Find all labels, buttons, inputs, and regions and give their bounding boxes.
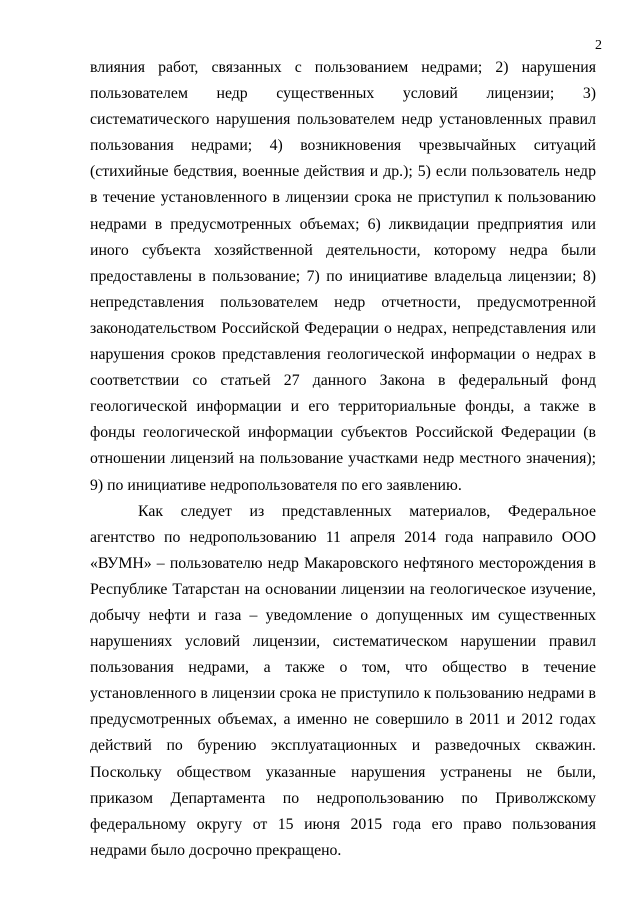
paragraph-main: Как следует из представленных материалов, Федеральное агентство по недропользованию 11 апреля 2014 года направило ООО «ВУМН» – пользователю недр Макаровского нефтяного месторождения в Республике Татарстан на основании лицензии на геологическое изучение, добычу нефти и газа – уведомление о допущенных им существенных нарушениях условий лицензии, систематическом нарушении правил пользования недрами, а также о том, что общество в течение установленного в лицензии срока не приступило к пользованию недрами в предусмотренных объемах, а именно не совершило в 2011 и 2012 годах действий по бурению эксплуатационных и разведочных скважин. Поскольку обществом указанные нарушения устранены не были, приказом Департамента по недропользованию по Приволжскому федеральному округу от 15 июня 2015 года его право пользования недрами было досрочно прекращено. xyxy=(90,502,596,859)
document-body xyxy=(90,55,596,864)
paragraph-continuation: влияния работ, связанных с пользованием недрами; 2) нарушения пользователем недр существенных условий лицензии; 3) систематического нарушения пользователем недр установленных правил пользования недрами; 4) возникновения чрезвычайных ситуаций (стихийные бедствия, военные действия и др.); 5) если пользователь недр в течение установленного в лицензии срока не приступил к пользованию недрами в предусмотренных объемах; 6) ликвидации предприятия или иного субъекта хозяйственной деятельности, которому недра были предоставлены в пользование; 7) по инициативе владельца лицензии; 8) непредставления пользователем недр отчетности, предусмотренной законодательством Российской Федерации о недрах, непредставления или нарушения сроков представления геологической информации о недрах в соответствии со статьей 27 данного Закона в федеральный фонд геологической информации и его территориальные фонды, а также в фонды геологической информации субъектов Российской Федерации (в отношении лицензий на пользование участками недр местного значения); 9) по инициативе недропользователя по его заявлению. xyxy=(90,59,596,494)
page-number: 2 xyxy=(595,38,602,53)
